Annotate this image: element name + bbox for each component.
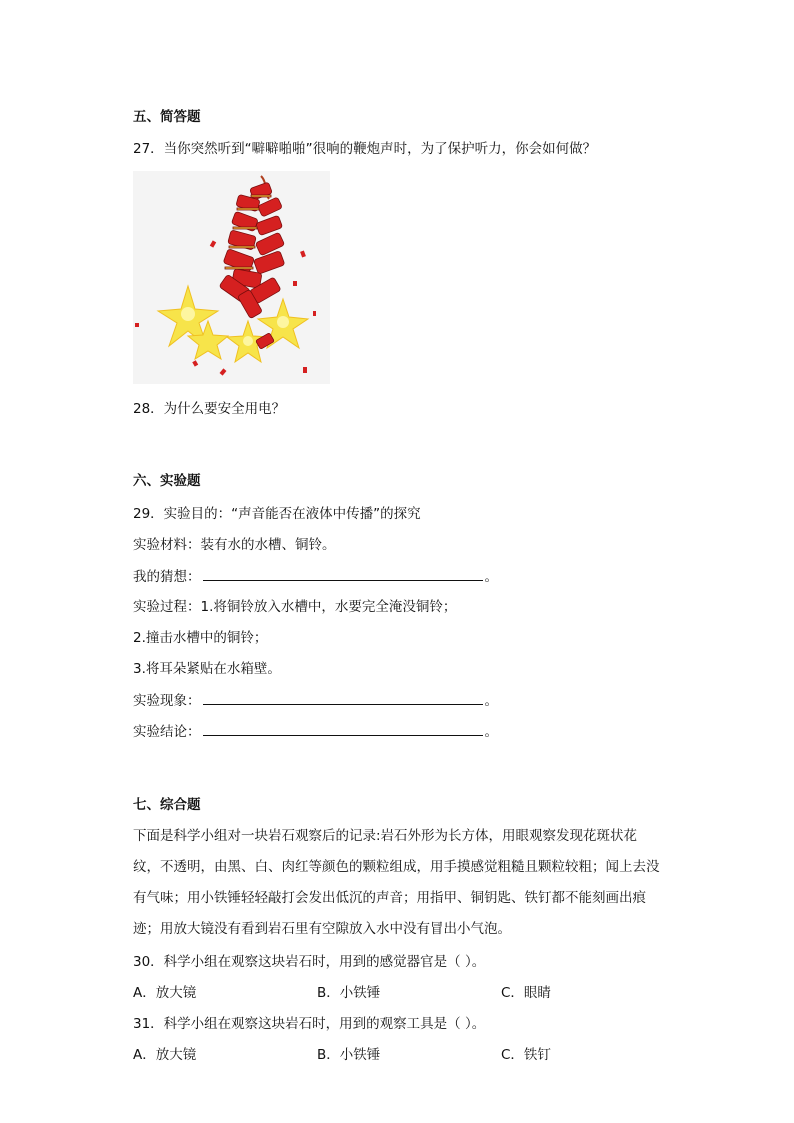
question-31: 31．科学小组在观察这块岩石时，用到的观察工具是（ ）。 <box>133 1016 486 1032</box>
firecracker-icon <box>133 171 330 384</box>
question-28: 28．为什么要安全用电？ <box>133 401 286 417</box>
guess-label: 我的猜想： <box>133 569 201 585</box>
phenomenon-blank[interactable] <box>203 691 483 705</box>
q31-option-b[interactable]: B．小铁锤 <box>317 1047 381 1063</box>
process-step-1: 实验过程：1.将铜铃放入水槽中，水要完全淹没铜铃； <box>133 599 457 615</box>
q30-option-a[interactable]: A．放大镜 <box>133 985 197 1001</box>
materials-line: 实验材料：装有水的水槽、铜铃。 <box>133 537 336 553</box>
conclusion-label: 实验结论： <box>133 724 201 740</box>
question-29: 29．实验目的：“声音能否在液体中传播”的探究 <box>133 506 421 522</box>
guess-blank[interactable] <box>203 567 483 581</box>
phenomenon-label: 实验现象： <box>133 693 201 709</box>
q30-option-c[interactable]: C．眼睛 <box>501 985 551 1001</box>
guess-period: 。 <box>484 569 498 585</box>
q31-option-c[interactable]: C．铁钉 <box>501 1047 551 1063</box>
firecracker-image <box>133 171 330 384</box>
q31-option-a[interactable]: A．放大镜 <box>133 1047 197 1063</box>
phenomenon-period: 。 <box>484 693 498 709</box>
section-heading-5: 五、简答题 <box>133 109 201 125</box>
question-30: 30．科学小组在观察这块岩石时，用到的感觉器官是（ ）。 <box>133 954 486 970</box>
conclusion-blank[interactable] <box>203 722 483 736</box>
q30-option-b[interactable]: B．小铁锤 <box>317 985 381 1001</box>
section-heading-7: 七、综合题 <box>133 797 201 813</box>
section-heading-6: 六、实验题 <box>133 473 201 489</box>
guess-line <box>133 567 498 586</box>
rock-observation-paragraph: 下面是科学小组对一块岩石观察后的记录:岩石外形为长方体，用眼观察发现花斑状花纹，不透明，由黑、白、肉红等颜色的颗粒组成，用手摸感觉粗糙且颗粒较粗；闻上去没有气味；用小铁锤轻轻敲打会发出低沉的声音；用指甲、铜钥匙、铁钉都不能刻画出痕迹；用放大镜没有看到岩石里有空隙放入水中没有冒出小气泡。 <box>133 828 660 937</box>
conclusion-period: 。 <box>484 724 498 740</box>
process-step-3: 3.将耳朵紧贴在水箱壁。 <box>133 661 281 677</box>
conclusion-line <box>133 722 498 741</box>
process-step-2: 2.撞击水槽中的铜铃； <box>133 630 268 646</box>
question-27: 27．当你突然听到“噼噼啪啪”很响的鞭炮声时，为了保护听力，你会如何做？ <box>133 141 597 157</box>
phenomenon-line <box>133 691 498 710</box>
